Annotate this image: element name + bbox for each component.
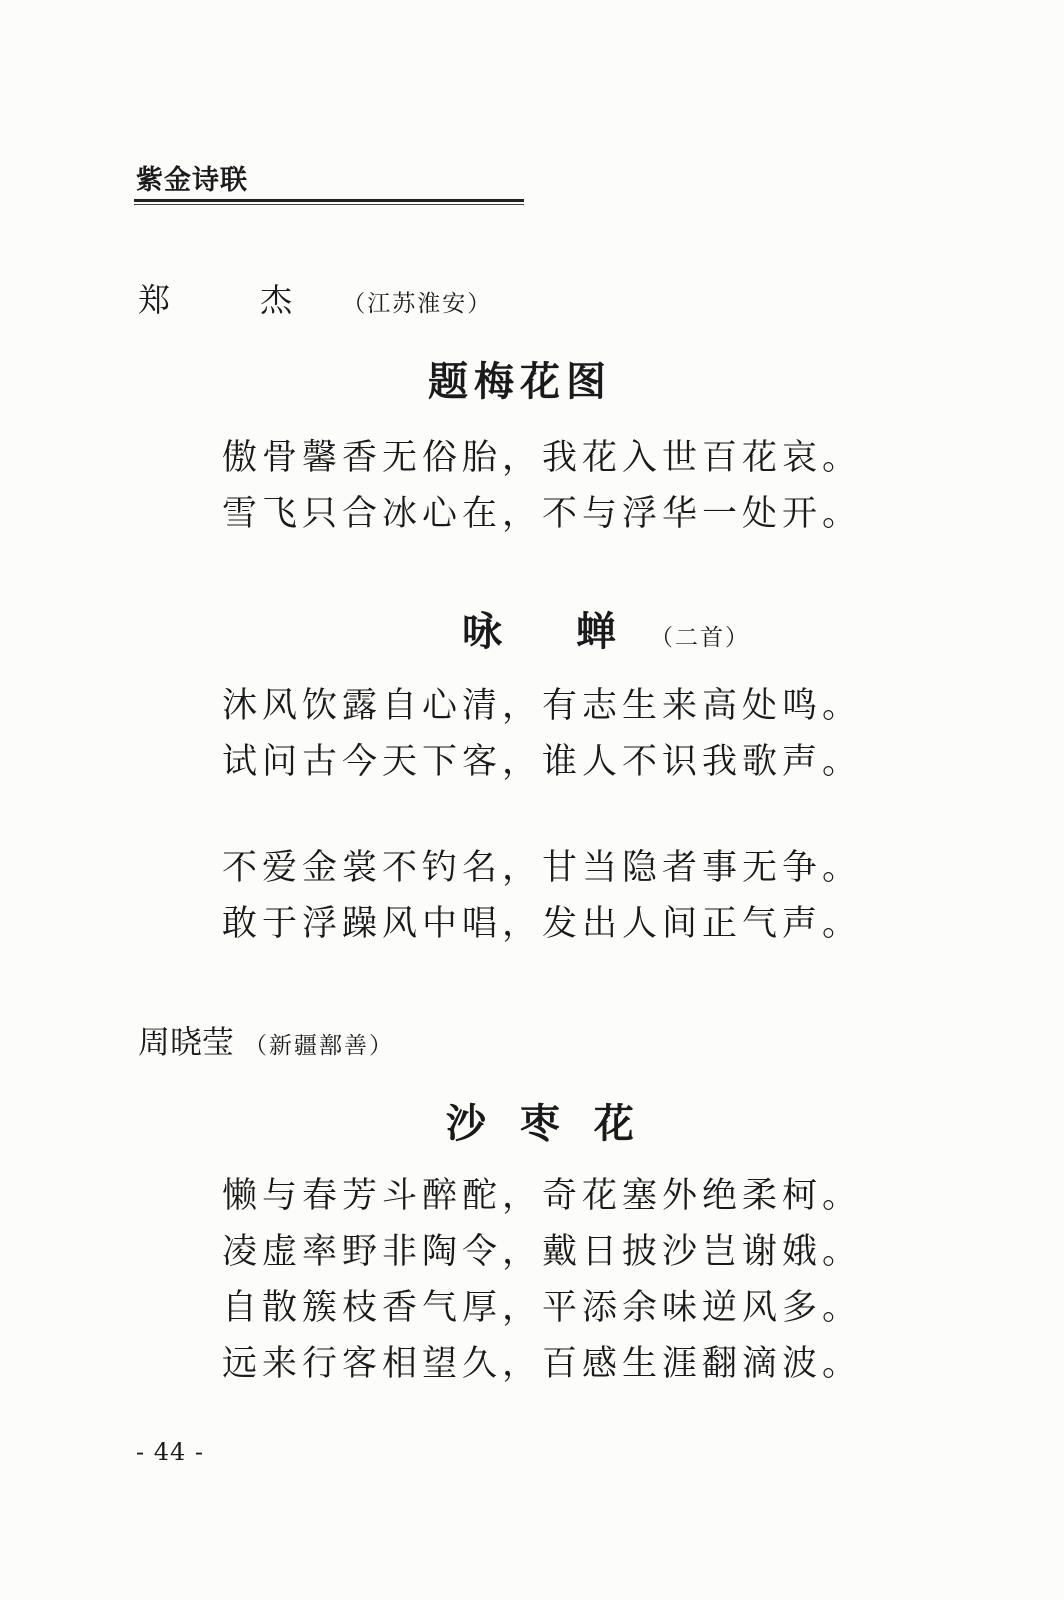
header-rule-thin	[134, 204, 524, 205]
running-header	[134, 164, 524, 205]
verse-line: 懒与春芳斗醉酡，奇花塞外绝柔柯。	[222, 1176, 863, 1216]
poem-title-2	[462, 608, 750, 662]
verse-line: 远来行客相望久，百感生涯翻滴波。	[222, 1344, 863, 1384]
author-name: 周晓莹	[138, 1023, 235, 1061]
poem-title-note: （二首）	[649, 625, 750, 651]
page-number: - 44 -	[136, 1438, 205, 1466]
verse-line: 雪飞只合冰心在，不与浮华一处开。	[222, 494, 863, 534]
verse-line: 傲骨馨香无俗胎，我花入世百花哀。	[222, 438, 863, 478]
poem-body-2-stanza-2	[222, 840, 862, 952]
verse-line: 试问古今天下客，谁人不识我歌声。	[222, 742, 863, 782]
poem-title-text: 题梅花图	[428, 358, 612, 405]
journal-title: 紫金诗联	[136, 165, 248, 196]
header-rule	[134, 199, 524, 202]
poem-title-text: 咏 蝉	[462, 608, 646, 655]
verse-line: 自散簇枝香气厚，平添余味逆风多。	[222, 1288, 863, 1328]
poem-title-1	[428, 358, 612, 406]
poem-title-text: 沙 枣 花	[446, 1100, 644, 1147]
author-region: （江苏淮安）	[342, 291, 493, 317]
verse-line: 不爱金裳不钓名，甘当隐者事无争。	[222, 848, 863, 888]
poem-body-2-stanza-1	[222, 678, 862, 790]
author-line-1	[138, 280, 492, 324]
author-name: 郑 杰	[138, 281, 333, 319]
verse-line: 沐风饮露自心清，有志生来高处鸣。	[222, 686, 863, 726]
poem-body-1	[222, 430, 862, 542]
poem-body-3	[222, 1168, 862, 1392]
author-line-2	[138, 1022, 394, 1066]
verse-line: 敢于浮躁风中唱，发出人间正气声。	[222, 904, 863, 944]
verse-line: 凌虚率野非陶令，戴日披沙岂谢娥。	[222, 1232, 863, 1272]
poem-title-3	[446, 1100, 644, 1148]
author-region: （新疆鄯善）	[244, 1033, 395, 1059]
